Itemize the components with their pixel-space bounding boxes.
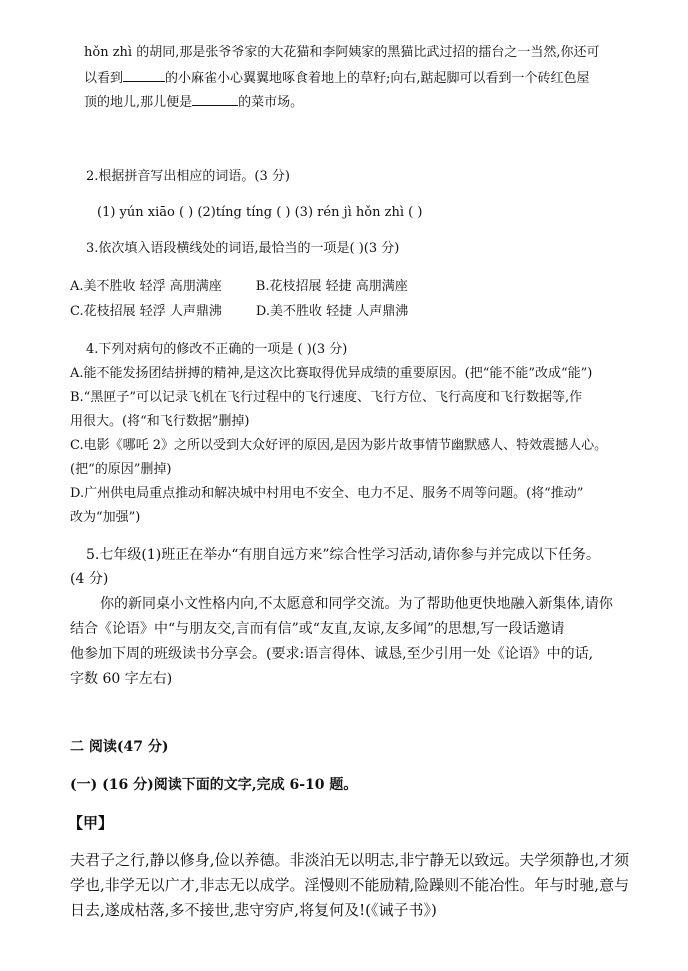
question-3-title: 3.依次填入语段横线处的词语,最恰当的一项是( )(3 分)	[86, 241, 400, 256]
answer-blank-1[interactable]	[123, 69, 165, 82]
question-4-option-d-line-1: D.广州供电局重点推动和解决城中村用电不安全、电力不足、服务不周等问题。(将“推动”	[70, 486, 584, 501]
question-5-body-line-4: 字数 60 字左右)	[70, 671, 173, 687]
passage-line-2-start: 以看到	[84, 71, 124, 86]
passage-line-3	[84, 93, 303, 112]
passage-jia-label: 【甲】	[68, 814, 114, 832]
question-4-option-c-line-1: C.电影《哪吒 2》之所以受到大众好评的原因,是因为影片故事情节幽默感人、特效震撼人心。	[70, 438, 608, 453]
question-5-body-line-1: 你的新同桌小文性格内向,不太愿意和同学交流。为了帮助他更快地融入新集体,请你	[100, 596, 613, 612]
question-3-options-row-1	[70, 278, 408, 296]
section-2-heading: 二 阅读(47 分)	[70, 739, 169, 755]
passage-line-1: hǒn zhì 的胡同,那是张爷爷家的大花猫和李阿姨家的黑猫比武过招的擂台之一当然,你还可	[84, 45, 600, 60]
answer-blank-2[interactable]	[192, 93, 238, 106]
passage-line-2-end: 的小麻雀小心翼翼地啄食着地上的草籽;向右,踮起脚可以看到一个砖红色屋	[165, 71, 590, 86]
option-b: B.花枝招展 轻捷 高朋满座	[255, 279, 408, 294]
question-2-title: 2.根据拼音写出相应的词语。(3 分)	[86, 169, 290, 184]
question-5-body-line-3: 他参加下周的班级读书分享会。(要求:语言得体、诚恳,至少引用一处《论语》中的话,	[70, 646, 594, 662]
option-c: C.花枝招展 轻浮 人声鼎沸	[70, 304, 222, 319]
question-3-options-row-2	[70, 303, 408, 321]
question-4-option-c-line-2: (把“的原因”删掉)	[70, 462, 172, 477]
classical-text-line-1: 夫君子之行,静以修身,俭以养德。非淡泊无以明志,非宁静无以致远。夫学须静也,才须	[70, 851, 630, 869]
question-5-title-line-2: (4 分)	[70, 571, 109, 587]
question-5-body-line-2: 结合《论语》中“与朋友交,言而有信”或“友直,友谅,友多闻”的思想,写一段话邀请	[70, 621, 565, 637]
option-d: D.美不胜收 轻捷 人声鼎沸	[255, 304, 409, 319]
question-4-title: 4.下列对病句的修改不正确的一项是 ( )(3 分)	[86, 342, 348, 357]
question-5-title-line-1: 5.七年级(1)班正在举办“有朋自远方来”综合性学习活动,请你参与并完成以下任务。	[86, 547, 600, 563]
question-4-option-d-line-2: 改为“加强”)	[70, 510, 141, 525]
classical-text-line-3: 日去,遂成枯落,多不接世,悲守穷庐,将复何及!(《诫子书》)	[70, 901, 437, 919]
passage-line-3-end: 的菜市场。	[238, 95, 304, 110]
question-4-option-b-line-2: 用很大。(将“和飞行数据”删掉)	[70, 414, 250, 429]
option-a: A.美不胜收 轻浮 高朋满座	[70, 279, 222, 294]
section-2-subheading: (一) (16 分)阅读下面的文字,完成 6-10 题。	[70, 777, 358, 793]
passage-line-2	[84, 69, 590, 88]
passage-line-3-start: 顶的地儿,那儿便是	[84, 95, 193, 110]
question-4-option-b-line-1: B.“黑匣子”可以记录飞机在飞行过程中的飞行速度、飞行方位、飞行高度和飞行数据等,作	[70, 390, 583, 405]
classical-text-line-2: 学也,非学无以广才,非志无以成学。淫慢则不能励精,险躁则不能冶性。年与时驰,意与	[70, 876, 630, 894]
question-2-items: (1) yún xiāo ( ) (2)tíng tíng ( ) (3) rén jì hǒn zhì ( )	[97, 205, 423, 220]
question-4-option-a: A.能不能发扬团结拼搏的精神,是这次比赛取得优异成绩的重要原因。(把“能不能”改成“能”)	[70, 366, 593, 381]
